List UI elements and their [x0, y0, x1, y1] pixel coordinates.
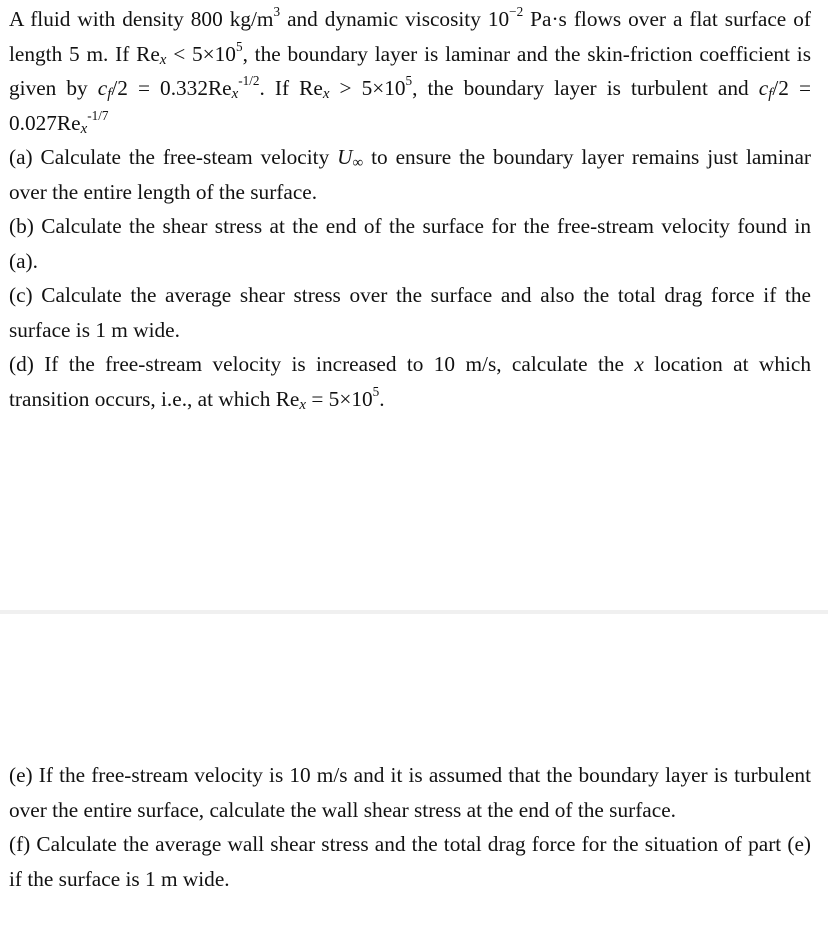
question-part-d: (d) If the free-stream velocity is increased to 10 m/s, calculate the x location at which transition occurs, i.e., at which $Re_x = 5\times 10^5$.	[9, 352, 811, 413]
question-part-c: (c) Calculate the average shear stress over the surface and also the total drag force if the surface is 1 m wide.	[9, 283, 811, 342]
question-part-a: (a) Calculate the free-steam velocity $U_\infty$ to ensure the boundary layer remains just laminar over the entire length of the surface.	[9, 145, 811, 204]
page-divider	[0, 610, 828, 614]
problem-statement-top	[9, 2, 811, 416]
question-part-f: (f) Calculate the average wall shear stress and the total drag force for the situation of part (e) if the surface is 1 m wide.	[9, 832, 811, 891]
question-part-e: (e) If the free-stream velocity is 10 m/s and it is assumed that the boundary layer is turbulent over the entire surface, calculate the wall shear stress at the end of the surface.	[9, 763, 811, 822]
question-part-b: (b) Calculate the shear stress at the end of the surface for the free-stream velocity found in (a).	[9, 214, 811, 273]
problem-intro: A fluid with density 800 $kg/m^3$ and dynamic viscosity $10^{-2}$ Pa·s flows over a flat surface of length 5 m. If $Re_x < 5\times 10^5$, the boundary layer is laminar and the skin-friction coefficient is given by $c_f/2 = 0.332Re_x^{-1/2}$. If $Re_x > 5\times 10^5$, the boundary layer is turbulent and $c_f/2 = 0.027Re_x^{-1/7}$	[9, 4, 811, 137]
problem-statement-bottom	[9, 758, 811, 896]
